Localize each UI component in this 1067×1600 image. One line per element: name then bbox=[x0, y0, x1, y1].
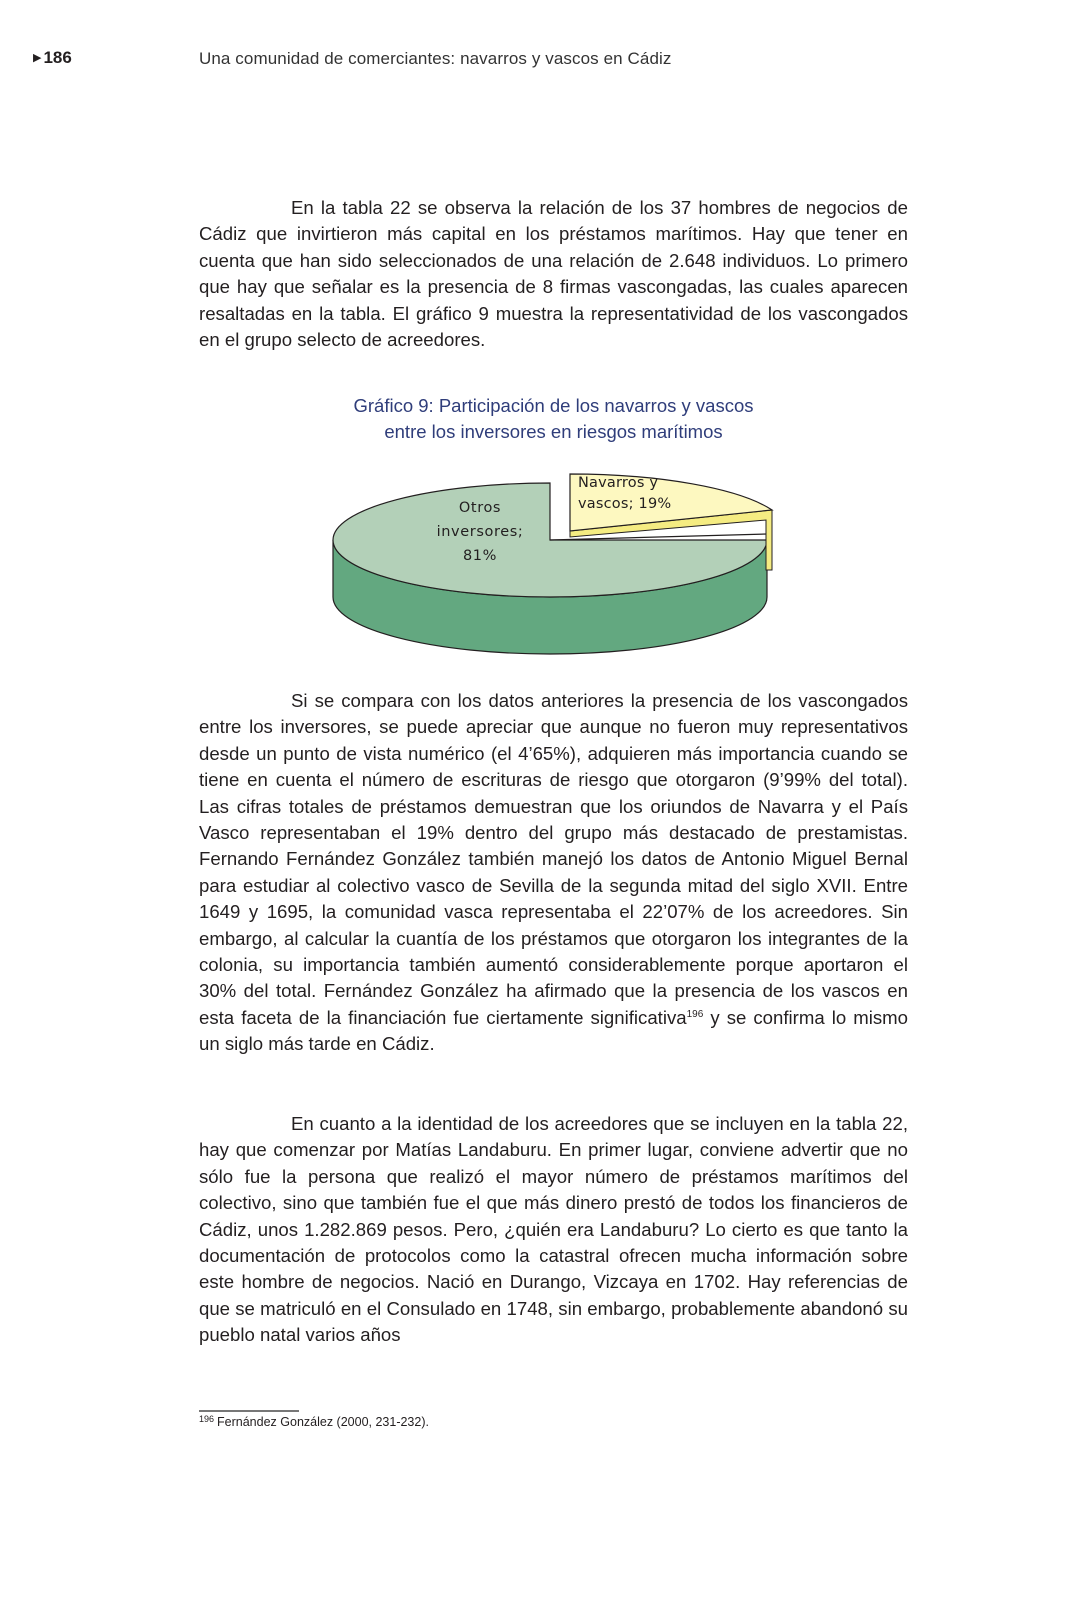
chart-title: Gráfico 9: Participación de los navarros y vascos entre los inversores en riesgos marítimos bbox=[353, 395, 754, 442]
paragraph-3: En cuanto a la identidad de los acreedores que se incluyen en la tabla 22, hay que comenzar por Matías Landaburu. En primer lugar, conviene advertir que no sólo fue la persona que realizó el mayor número de préstamos marítimos del colectivo, sino que también fue el que más dinero prestó de todos los financieros de Cádiz, unos 1.282.869 pesos. Pero, ¿quién era Landaburu? Lo cierto es que tanto la documentación de protocolos como la catastral ofrecen mucha información sobre este hombre de negocios. Nació en Durango, Vizcaya en 1702. Hay referencias de que se matriculó en el Consulado en 1748, sin embargo, probablemente abandonó su pueblo natal varios años bbox=[199, 1113, 908, 1346]
footnote: $^{196}$ Fernández González (2000, 231-232). bbox=[199, 1414, 429, 1429]
otros-slice-label: Otros inversores; 81% bbox=[436, 500, 524, 564]
footnote-number: 196 bbox=[199, 1414, 215, 1424]
paragraph-1: En la tabla 22 se observa la relación de los 37 hombres de negocios de Cádiz que invirtieron más capital en los préstamos marítimos. Hay que tener en cuenta que han sido seleccionados de una relación de 2.648 individuos. Lo primero que hay que señalar es la presencia de 8 firmas vascongadas, las cuales aparecen resaltadas en la tabla. El gráfico 9 muestra la representatividad de los vascongados en el grupo selecto de acreedores. bbox=[199, 197, 908, 351]
footnote-reference[interactable]: 196 bbox=[686, 1008, 704, 1020]
running-title: Una comunidad de comerciantes: navarros y vascos en Cádiz bbox=[199, 49, 672, 68]
navarros-slice-label: Navarros y vascos; 19% bbox=[578, 475, 672, 512]
page-header bbox=[0, 48, 1067, 74]
right-triangle-icon: ▶ bbox=[33, 52, 42, 64]
footnote-divider bbox=[199, 1410, 299, 1412]
pie-chart bbox=[320, 462, 790, 662]
page-number: ▶ 186 bbox=[33, 48, 72, 67]
pie-chart-graphic bbox=[320, 462, 790, 662]
paragraph-2: Si se compara con los datos anteriores la presencia de los vascongados entre los inversores, se puede apreciar que aunque no fueron muy representativos desde un punto de vista numérico (el 4’65%), adquieren más importancia cuando se tiene en cuenta el número de escrituras de riesgo que otorgaron (9’99% del total). Las cifras totales de préstamos demuestran que los oriundos de Navarra y el País Vasco representaban el 19% dentro del grupo más destacado de prestamistas. Fernando Fernández González también manejó los datos de Antonio Miguel Bernal para estudiar al colectivo vasco de Sevilla de la segunda mitad del siglo XVII. Entre 1649 y 1695, la comunidad vasca representaba el 22’07% de los acreedores. Sin embargo, al calcular la cuantía de los préstamos que otorgaron los integrantes de la colonia, su importancia también aumentó considerablemente porque aportaron el 30% del total. Fernández González ha afirmado que la presencia de los vascos en esta faceta de la financiación fue ciertamente significativa$^{196}$ y se confirma lo mismo un siglo más tarde en Cádiz. bbox=[199, 690, 908, 1055]
